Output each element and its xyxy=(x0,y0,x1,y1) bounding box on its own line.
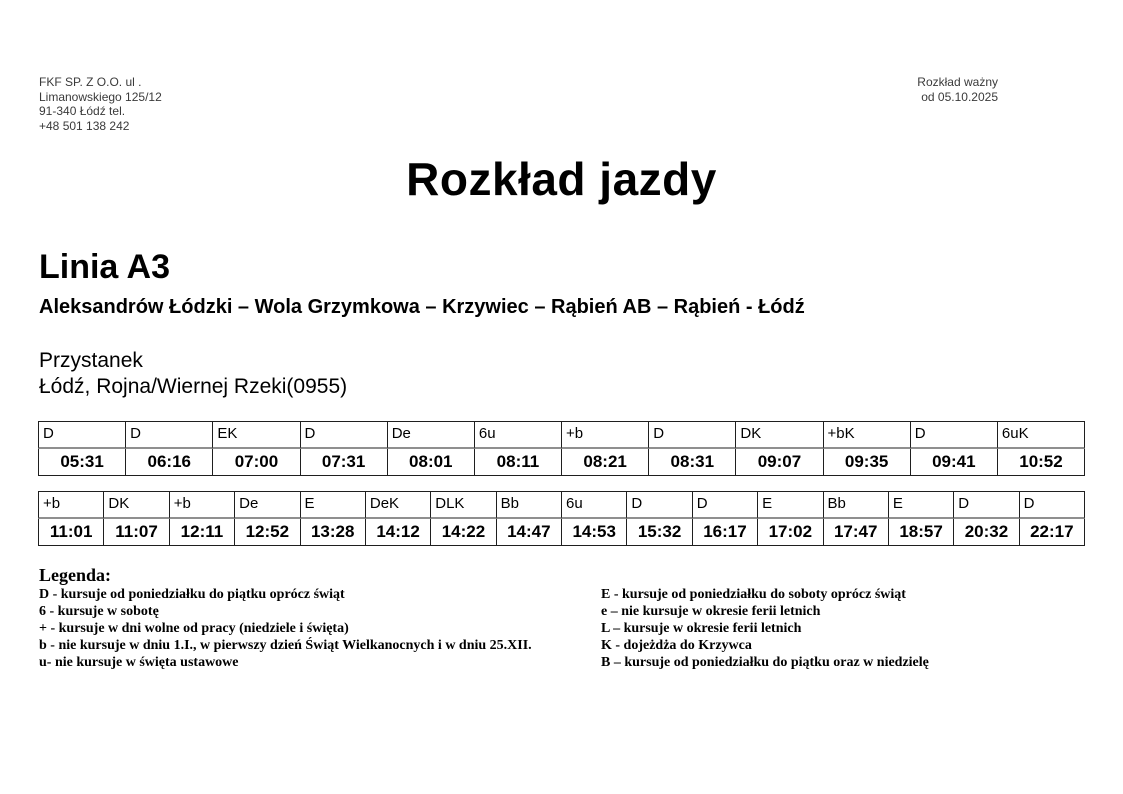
time-cell: 12:52 xyxy=(234,519,299,546)
designation-cell: 6uK xyxy=(997,421,1085,449)
time-cell: 08:11 xyxy=(474,449,561,476)
stop-label: Przystanek xyxy=(39,349,143,372)
time-cell: 11:07 xyxy=(103,519,168,546)
designation-cell: E xyxy=(757,491,822,519)
time-cell: 14:47 xyxy=(496,519,561,546)
line-title: Linia A3 xyxy=(39,248,170,286)
designation-cell: D xyxy=(648,421,735,449)
legend-item: b - nie kursuje w dniu 1.I., w pierwszy dzień Świąt Wielkanocnych i w dniu 25.XII. xyxy=(39,638,532,653)
company-address xyxy=(39,75,162,133)
time-cell: 08:21 xyxy=(561,449,648,476)
legend-item: L – kursuje w okresie ferii letnich xyxy=(601,621,802,636)
time-cell: 14:22 xyxy=(430,519,495,546)
legend-item: + - kursuje w dni wolne od pracy (niedziele i święta) xyxy=(39,621,349,636)
time-row xyxy=(38,449,1085,476)
stop-block xyxy=(39,348,347,400)
designation-cell: DK xyxy=(103,491,168,519)
designation-cell: 6u xyxy=(474,421,561,449)
time-cell: 10:52 xyxy=(997,449,1085,476)
time-cell: 13:28 xyxy=(300,519,365,546)
time-cell: 17:02 xyxy=(757,519,822,546)
designation-cell: +b xyxy=(561,421,648,449)
legend-item: K - dojeżdża do Krzywca xyxy=(601,638,752,653)
designation-row xyxy=(38,421,1085,449)
designation-cell: DeK xyxy=(365,491,430,519)
time-cell: 09:07 xyxy=(735,449,822,476)
timetable-1 xyxy=(38,421,1085,476)
time-cell: 06:16 xyxy=(125,449,212,476)
validity-note xyxy=(917,75,998,104)
time-cell: 12:11 xyxy=(169,519,234,546)
designation-cell: +bK xyxy=(823,421,910,449)
time-row xyxy=(38,519,1085,546)
designation-cell: E xyxy=(300,491,365,519)
designation-cell: D xyxy=(910,421,997,449)
time-cell: 15:32 xyxy=(626,519,691,546)
time-cell: 11:01 xyxy=(38,519,103,546)
time-cell: 17:47 xyxy=(823,519,888,546)
time-cell: 07:00 xyxy=(212,449,299,476)
designation-cell: E xyxy=(888,491,953,519)
designation-cell: DK xyxy=(735,421,822,449)
designation-cell: +b xyxy=(38,491,103,519)
company-address-line: +48 501 138 242 xyxy=(39,118,130,133)
legend-item: u- nie kursuje w święta ustawowe xyxy=(39,655,239,670)
designation-cell: D xyxy=(953,491,1018,519)
time-cell: 14:12 xyxy=(365,519,430,546)
company-address-line: Limanowskiego 125/12 xyxy=(39,89,162,104)
designation-cell: De xyxy=(387,421,474,449)
time-cell: 16:17 xyxy=(692,519,757,546)
designation-cell: D xyxy=(38,421,125,449)
timetable-2 xyxy=(38,491,1085,546)
legend-left-column xyxy=(39,586,532,671)
legend-item: e – nie kursuje w okresie ferii letnich xyxy=(601,604,821,619)
designation-cell: Bb xyxy=(496,491,561,519)
legend-item: 6 - kursuje w sobotę xyxy=(39,604,159,619)
time-cell: 18:57 xyxy=(888,519,953,546)
legend-item: D - kursuje od poniedziałku do piątku oprócz świąt xyxy=(39,587,345,602)
legend-title: Legenda: xyxy=(39,565,111,585)
legend-right-column xyxy=(601,586,929,671)
designation-cell: D xyxy=(626,491,691,519)
page-title: Rozkład jazdy xyxy=(406,153,717,205)
designation-cell: 6u xyxy=(561,491,626,519)
designation-cell: De xyxy=(234,491,299,519)
stop-name: Łódź, Rojna/Wiernej Rzeki(0955) xyxy=(39,375,348,398)
designation-cell: D xyxy=(300,421,387,449)
designation-cell: EK xyxy=(212,421,299,449)
designation-row xyxy=(38,491,1085,519)
time-cell: 20:32 xyxy=(953,519,1018,546)
time-cell: 08:31 xyxy=(648,449,735,476)
validity-line: od 05.10.2025 xyxy=(921,89,998,104)
designation-cell: D xyxy=(125,421,212,449)
legend-item: E - kursuje od poniedziałku do soboty oprócz świąt xyxy=(601,587,906,602)
time-cell: 14:53 xyxy=(561,519,626,546)
designation-cell: DLK xyxy=(430,491,495,519)
time-cell: 09:41 xyxy=(910,449,997,476)
time-cell: 22:17 xyxy=(1019,519,1085,546)
designation-cell: D xyxy=(692,491,757,519)
time-cell: 09:35 xyxy=(823,449,910,476)
time-cell: 07:31 xyxy=(300,449,387,476)
time-cell: 05:31 xyxy=(38,449,125,476)
designation-cell: Bb xyxy=(823,491,888,519)
validity-line: Rozkład ważny xyxy=(917,75,998,89)
designation-cell: +b xyxy=(169,491,234,519)
designation-cell: D xyxy=(1019,491,1085,519)
legend-item: B – kursuje od poniedziałku do piątku oraz w niedzielę xyxy=(601,655,929,670)
route-description: Aleksandrów Łódzki – Wola Grzymkowa – Krzywiec – Rąbień AB – Rąbień - Łódź xyxy=(39,296,805,318)
time-cell: 08:01 xyxy=(387,449,474,476)
company-address-line: FKF SP. Z O.O. ul . xyxy=(39,75,142,89)
company-address-line: 91-340 Łódź tel. xyxy=(39,104,126,119)
